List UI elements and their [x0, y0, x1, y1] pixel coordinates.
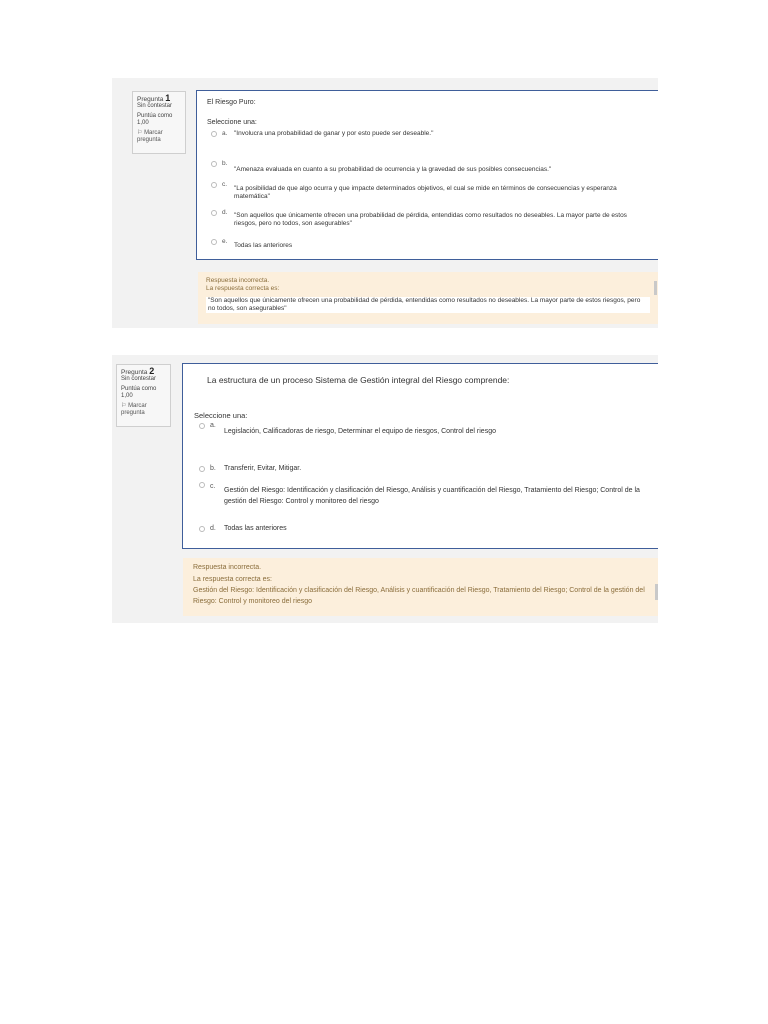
option-c[interactable]: [211, 181, 651, 201]
option-a[interactable]: [199, 422, 655, 435]
radio-button[interactable]: [199, 526, 205, 532]
option-b[interactable]: [211, 160, 651, 173]
option-text: Todas las anteriores: [224, 525, 287, 532]
flag-icon: ⚐: [137, 130, 143, 136]
answer-prompt: Seleccione una:: [207, 119, 257, 126]
question-2-info-panel: [116, 364, 171, 427]
question-number-value: 1: [165, 93, 171, 103]
feedback-scrollbar[interactable]: [654, 281, 657, 295]
radio-button[interactable]: [211, 161, 217, 167]
question-score: Puntúa como 1,00: [137, 113, 173, 126]
option-text: "Amenaza evaluada en cuanto a su probabilidad de ocurrencia y la gravedad de sus posibles consecuencias.": [234, 166, 552, 173]
question-status: Sin contestar: [137, 103, 173, 109]
option-label: c.: [222, 181, 228, 188]
question-number-value: 2: [149, 366, 155, 376]
question-text: La estructura de un proceso Sistema de Gestión integral del Riesgo comprende:: [207, 375, 510, 385]
option-text: Todas las anteriores: [234, 242, 293, 249]
flag-question-button[interactable]: [121, 403, 166, 417]
question-number: [137, 95, 181, 103]
feedback-status: Respuesta incorrecta.: [193, 564, 262, 571]
feedback-label: La respuesta correcta es:: [206, 285, 280, 292]
option-label: a.: [222, 130, 228, 137]
option-label: d.: [210, 525, 216, 532]
option-label: a.: [210, 422, 216, 429]
radio-button[interactable]: [211, 210, 217, 216]
correct-answer: "Son aquellos que únicamente ofrecen una probabilidad de pérdida, entendidas como resultados no deseables. La mayor parte de estos riesgos, pero no todos, son asegurables": [206, 297, 650, 313]
option-label: c.: [210, 483, 216, 490]
option-c[interactable]: [199, 481, 655, 507]
option-label: d.: [222, 209, 228, 216]
question-number-label: Pregunta: [137, 96, 164, 103]
question-score: Puntúa como 1,00: [121, 386, 157, 399]
radio-button[interactable]: [199, 482, 205, 488]
question-2-feedback: [183, 558, 658, 616]
radio-button[interactable]: [199, 466, 205, 472]
feedback-status: Respuesta incorrecta.: [206, 277, 270, 284]
option-text: "Son aquellos que únicamente ofrecen una probabilidad de pérdida, entendidas como resultados no deseables. La mayor parte de estos riesgos, pero no todos, son asegurables": [234, 212, 627, 227]
question-1-content: [196, 90, 658, 260]
option-text: "La posibilidad de que algo ocurra y que impacte determinados objetivos, el cual se mide en términos de consecuencias y esperanza matemática": [234, 185, 617, 200]
option-b[interactable]: [199, 465, 655, 472]
flag-question-label: Marcar pregunta: [137, 130, 163, 143]
option-text: "Involucra una probabilidad de ganar y por esto puede ser deseable.": [234, 130, 434, 137]
feedback-scrollbar[interactable]: [655, 584, 658, 600]
option-a[interactable]: [211, 130, 651, 137]
radio-button[interactable]: [211, 182, 217, 188]
question-1-info-panel: [132, 91, 186, 154]
question-number: [121, 368, 166, 376]
option-e[interactable]: [211, 238, 651, 249]
flag-question-label: Marcar pregunta: [121, 403, 147, 416]
option-text: Transferir, Evitar, Mitigar.: [224, 465, 302, 472]
question-1-feedback: [198, 272, 658, 324]
flag-icon: ⚐: [121, 403, 127, 409]
question-2-content: [182, 363, 658, 549]
question-status: Sin contestar: [121, 376, 157, 382]
option-d[interactable]: [211, 209, 651, 228]
option-d[interactable]: [199, 525, 655, 532]
radio-button[interactable]: [211, 131, 217, 137]
option-label: b.: [222, 160, 228, 167]
question-number-label: Pregunta: [121, 369, 148, 376]
answer-prompt: Seleccione una:: [194, 411, 248, 420]
option-text: Legislación, Calificadoras de riesgo, Determinar el equipo de riesgos, Control del riesgo: [224, 428, 496, 435]
radio-button[interactable]: [211, 239, 217, 245]
option-text: Gestión del Riesgo: Identificación y clasificación del Riesgo, Análisis y cuantificación del Riesgo, Tratamiento del Riesgo; Control de la gestión del Riesgo: Control y monitoreo del riesgo: [224, 487, 640, 505]
flag-question-button[interactable]: [137, 130, 181, 144]
radio-button[interactable]: [199, 423, 205, 429]
feedback-label: La respuesta correcta es:: [193, 576, 272, 583]
option-label: b.: [210, 465, 216, 472]
question-text: El Riesgo Puro:: [207, 99, 256, 106]
correct-answer: Gestión del Riesgo: Identificación y clasificación del Riesgo, Análisis y cuantificación del Riesgo, Tratamiento del Riesgo; Control de la gestión del Riesgo: Control y monitoreo del riesgo: [193, 587, 645, 605]
option-label: e.: [222, 238, 228, 245]
